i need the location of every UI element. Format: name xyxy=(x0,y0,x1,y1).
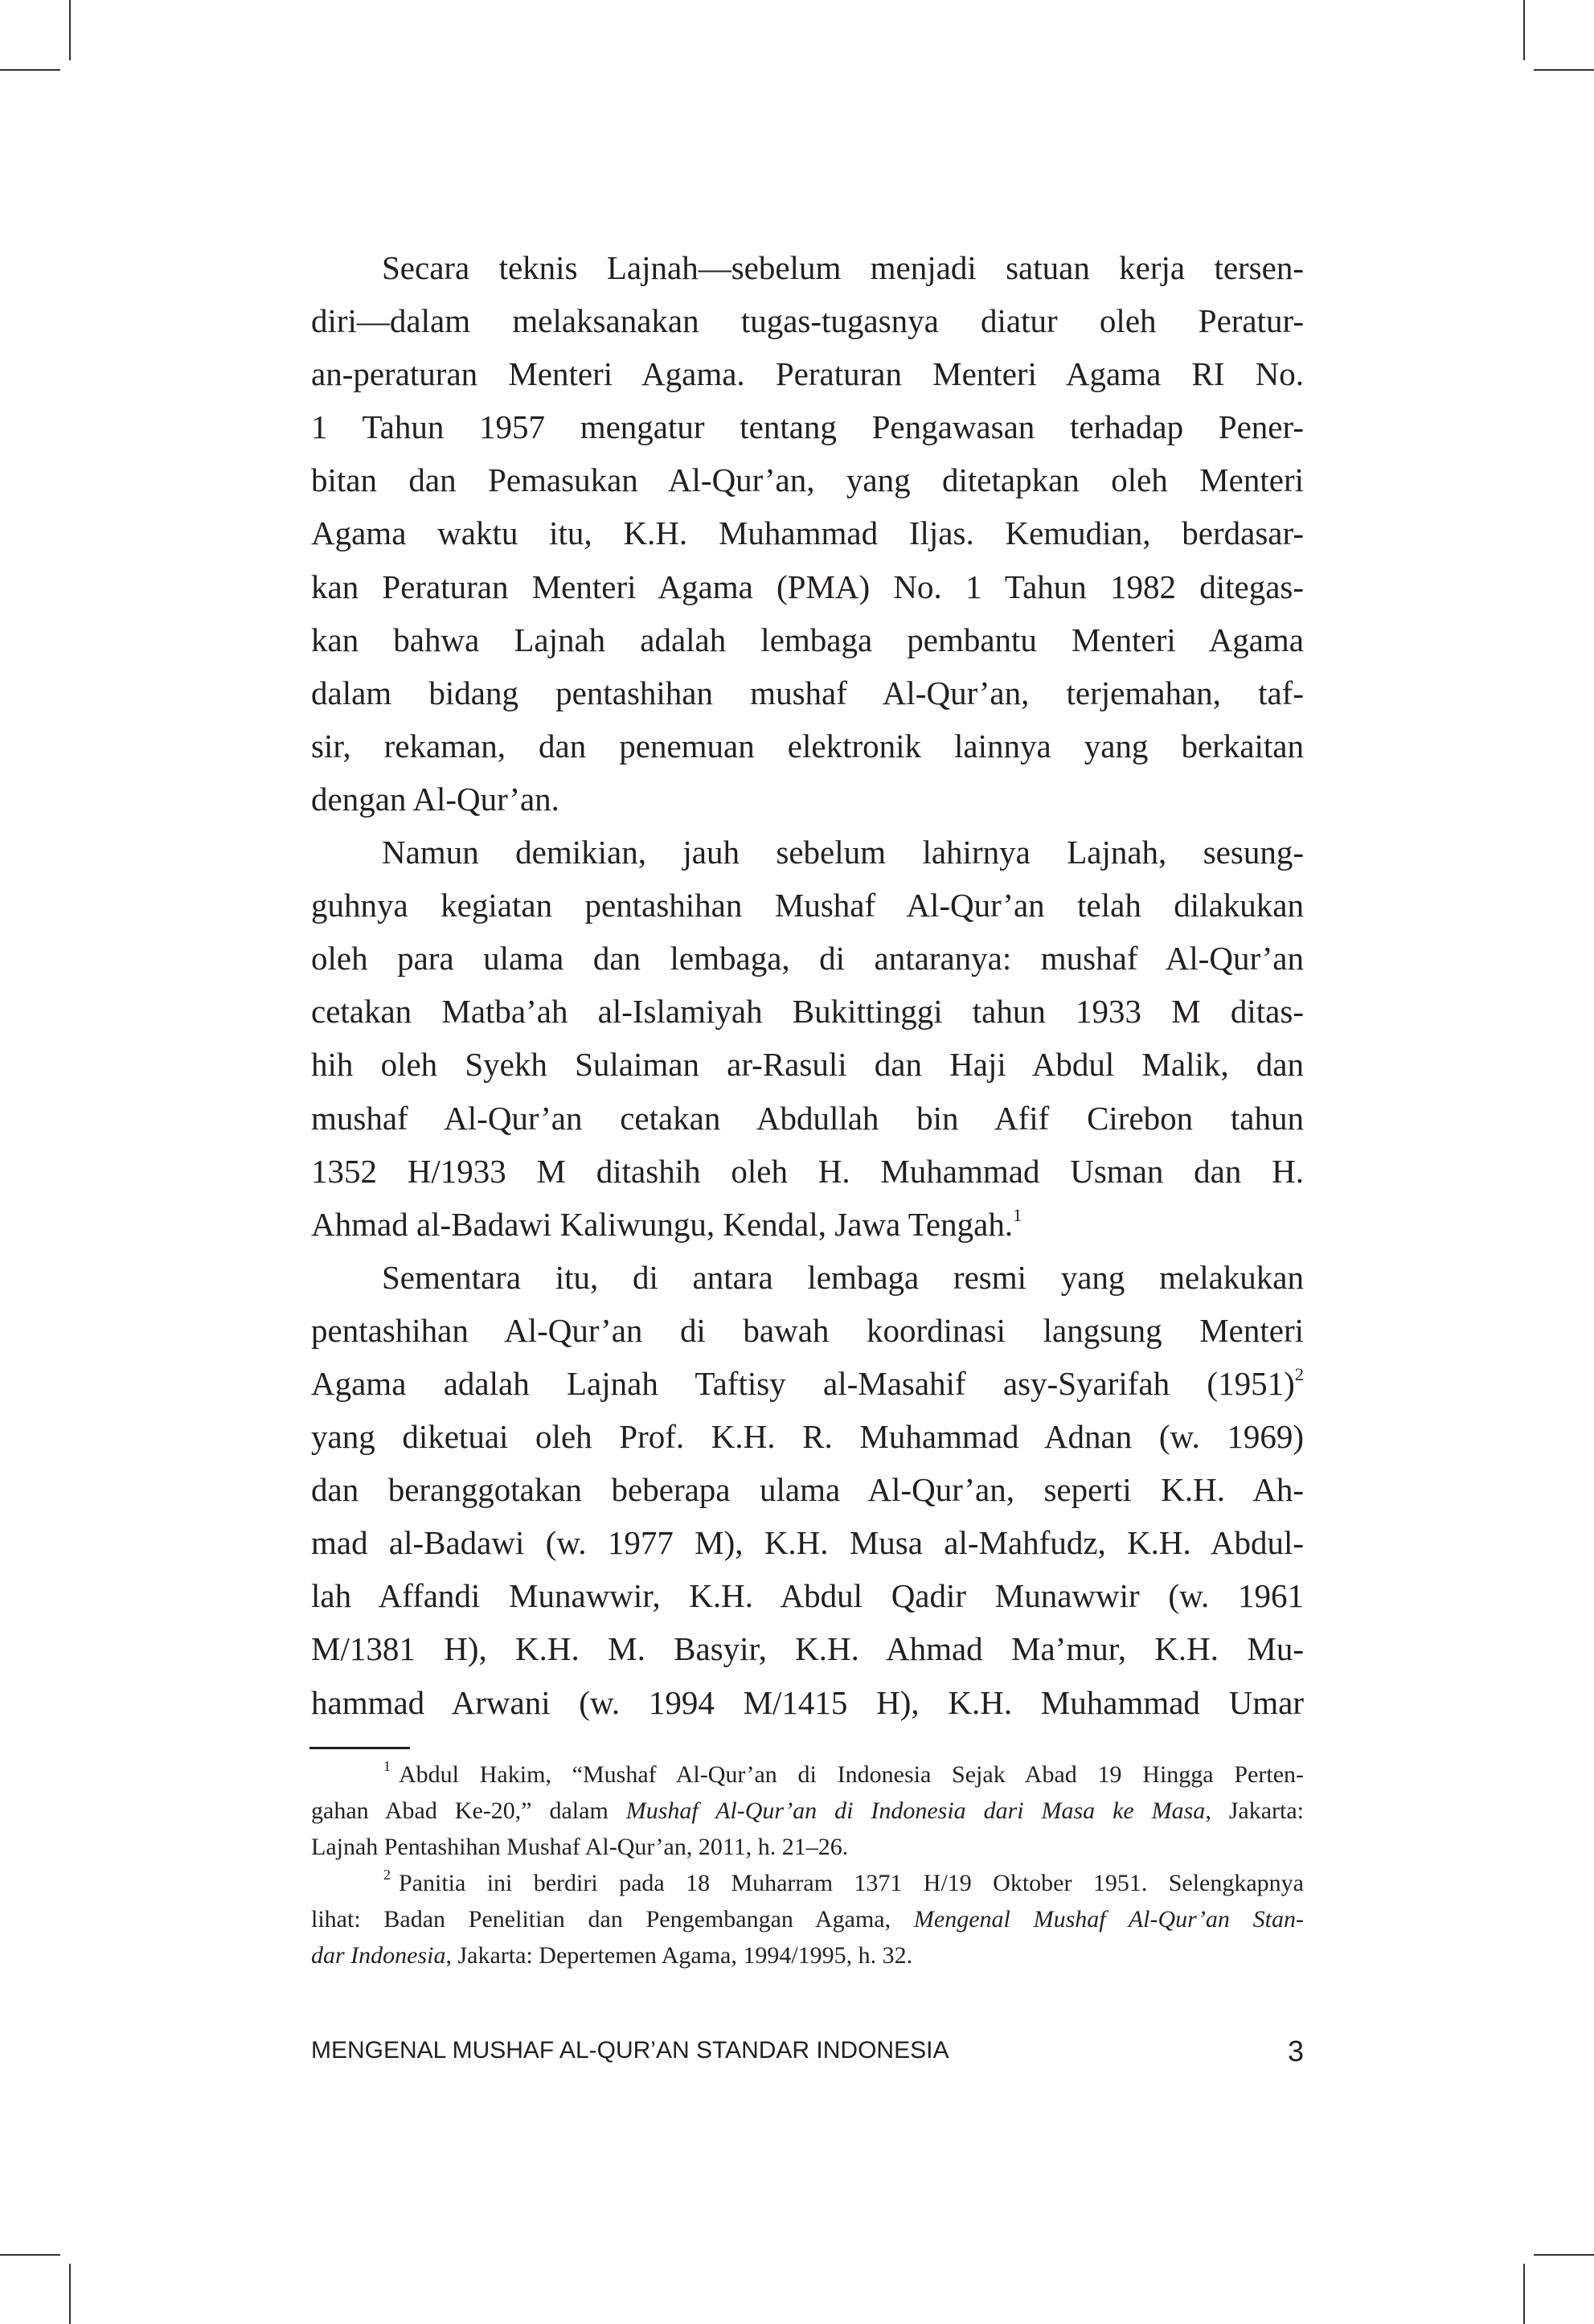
line-text: mad al-Badawi (w. 1977 M), K.H. Musa al-Mahfudz, K.H. Abdul- xyxy=(311,1524,1304,1562)
footnote-divider xyxy=(309,1747,410,1749)
text-line xyxy=(311,1145,1304,1198)
crop-mark-top-left-h xyxy=(0,69,60,71)
text-line xyxy=(311,719,1304,773)
text-line xyxy=(311,773,1304,826)
line-text: kan bahwa Lajnah adalah lembaga pembantu Menteri Agama xyxy=(311,621,1304,658)
footnote-reference[interactable]: 2 xyxy=(1294,1363,1304,1384)
text-line xyxy=(311,506,1304,559)
text-line xyxy=(311,1198,1304,1251)
text-line xyxy=(311,1410,1304,1463)
footnote-line xyxy=(311,1793,1304,1829)
footnote xyxy=(311,1756,1304,1865)
paragraph xyxy=(311,826,1304,1251)
text-line xyxy=(311,1251,1304,1304)
text-line xyxy=(311,1622,1304,1675)
book-title: dar Indonesia xyxy=(311,1942,446,1969)
text-line xyxy=(311,1676,1304,1729)
text-line xyxy=(311,1092,1304,1145)
line-text: oleh para ulama dan lembaga, di antaranya: mushaf Al-Qur’an xyxy=(311,940,1304,978)
footnote-text: Abdul Hakim, “Mushaf Al-Qur’an di Indonesia Sejak Abad 19 Hingga Perten- xyxy=(399,1761,1304,1788)
text-line xyxy=(311,879,1304,932)
text-line xyxy=(311,400,1304,453)
line-text: hammad Arwani (w. 1994 M/1415 H), K.H. Muhammad Umar xyxy=(311,1683,1304,1721)
footnote-number: 1 xyxy=(383,1757,391,1774)
footnote-text: gahan Abad Ke-20,” dalam xyxy=(311,1797,626,1824)
crop-mark-top-right-v xyxy=(1523,0,1525,60)
footnote-line xyxy=(311,1756,1304,1793)
line-text: 1352 H/1933 M ditashih oleh H. Muhammad Usman dan H. xyxy=(311,1152,1304,1190)
page-number: 3 xyxy=(1287,2035,1304,2068)
line-text: cetakan Matba’ah al-Islamiyah Bukittinggi tahun 1933 M ditas- xyxy=(311,993,1304,1031)
footnote-line xyxy=(311,1901,1304,1937)
text-line xyxy=(311,826,1304,879)
line-text: yang diketuai oleh Prof. K.H. R. Muhammad Adnan (w. 1969) xyxy=(311,1418,1304,1456)
line-text: Secara teknis Lajnah—sebelum menjadi satuan kerja tersen- xyxy=(382,249,1304,286)
text-line xyxy=(311,1357,1304,1410)
line-text: bitan dan Pemasukan Al-Qur’an, yang ditetapkan oleh Menteri xyxy=(311,461,1304,499)
text-line xyxy=(311,1038,1304,1091)
crop-mark-bottom-right-v xyxy=(1523,2264,1525,2324)
line-text: dengan Al-Qur’an. xyxy=(311,780,559,818)
text-line xyxy=(311,294,1304,347)
crop-mark-bottom-left-h xyxy=(0,2254,60,2256)
text-line xyxy=(311,1304,1304,1357)
line-text: kan Peraturan Menteri Agama (PMA) No. 1 Tahun 1982 ditegas- xyxy=(311,568,1304,605)
footnote-reference[interactable]: 1 xyxy=(1013,1204,1022,1225)
footnote-line xyxy=(311,1829,1304,1865)
crop-mark-top-right-h xyxy=(1534,69,1594,71)
book-title: Mushaf Al-Qur’an di Indonesia dari Masa ke Masa xyxy=(625,1797,1206,1824)
line-text: 1 Tahun 1957 mengatur tentang Pengawasan terhadap Pener- xyxy=(311,408,1304,446)
line-text: guhnya kegiatan pentashihan Mushaf Al-Qur’an telah dilakukan xyxy=(311,887,1304,924)
text-line xyxy=(311,453,1304,506)
crop-mark-bottom-right-h xyxy=(1534,2254,1594,2256)
line-text: dalam bidang pentashihan mushaf Al-Qur’an, terjemahan, taf- xyxy=(311,674,1304,711)
paragraph xyxy=(311,1251,1304,1729)
page-footer xyxy=(311,2037,1304,2068)
line-text: lah Affandi Munawwir, K.H. Abdul Qadir Munawwir (w. 1961 xyxy=(311,1577,1304,1615)
crop-mark-top-left-v xyxy=(69,0,71,60)
text-line xyxy=(311,932,1304,985)
line-text: pentashihan Al-Qur’an di bawah koordinasi langsung Menteri xyxy=(311,1311,1304,1349)
text-line xyxy=(311,241,1304,294)
footnotes xyxy=(311,1756,1304,1974)
footnote xyxy=(311,1865,1304,1974)
line-text: Agama adalah Lajnah Taftisy al-Masahif asy-Syarifah (1951) xyxy=(311,1364,1295,1402)
text-line xyxy=(311,1569,1304,1622)
footnote-number: 2 xyxy=(383,1866,391,1883)
line-text: Sementara itu, di antara lembaga resmi yang melakukan xyxy=(382,1258,1304,1296)
footnote-text: Lajnah Pentashihan Mushaf Al-Qur’an, 2011, h. 21–26. xyxy=(311,1834,849,1860)
line-text: Ahmad al-Badawi Kaliwungu, Kendal, Jawa Tengah. xyxy=(311,1205,1014,1243)
footnote-text: Panitia ini berdiri pada 18 Muharram 1371 H/19 Oktober 1951. Selengkapnya xyxy=(399,1870,1304,1896)
text-line xyxy=(311,985,1304,1038)
text-line xyxy=(311,1516,1304,1569)
text-line xyxy=(311,347,1304,400)
line-text: sir, rekaman, dan penemuan elektronik lainnya yang berkaitan xyxy=(311,727,1304,764)
footnote-text: , Jakarta: xyxy=(1205,1797,1305,1824)
line-text: M/1381 H), K.H. M. Basyir, K.H. Ahmad Ma’mur, K.H. Mu- xyxy=(311,1630,1304,1668)
footnote-text: lihat: Badan Penelitian dan Pengembangan Agama, xyxy=(311,1906,914,1933)
body-text xyxy=(311,241,1304,1729)
book-title: Mengenal Mushaf Al-Qur’an Stan- xyxy=(913,1906,1304,1933)
footnote-text: , Jakarta: Depertemen Agama, 1994/1995, h. 32. xyxy=(445,1942,913,1969)
footnote-line xyxy=(311,1865,1304,1901)
text-line xyxy=(311,666,1304,719)
line-text: diri—dalam melaksanakan tugas-tugasnya diatur oleh Peratur- xyxy=(311,302,1304,340)
paragraph xyxy=(311,241,1304,826)
text-line xyxy=(311,613,1304,666)
running-footer-title: MENGENAL MUSHAF AL-QUR’AN STANDAR INDONESIA xyxy=(311,2037,949,2064)
line-text: dan beranggotakan beberapa ulama Al-Qur’an, seperti K.H. Ah- xyxy=(311,1471,1304,1509)
line-text: Namun demikian, jauh sebelum lahirnya Lajnah, sesung- xyxy=(382,834,1304,871)
crop-mark-bottom-left-v xyxy=(69,2264,71,2324)
line-text: mushaf Al-Qur’an cetakan Abdullah bin Afif Cirebon tahun xyxy=(311,1099,1304,1137)
footnote-line xyxy=(311,1937,1304,1974)
text-line xyxy=(311,560,1304,613)
line-text: hih oleh Syekh Sulaiman ar-Rasuli dan Haji Abdul Malik, dan xyxy=(311,1046,1304,1084)
line-text: an-peraturan Menteri Agama. Peraturan Menteri Agama RI No. xyxy=(311,355,1304,393)
text-line xyxy=(311,1463,1304,1516)
line-text: Agama waktu itu, K.H. Muhammad Iljas. Kemudian, berdasar- xyxy=(311,514,1304,552)
